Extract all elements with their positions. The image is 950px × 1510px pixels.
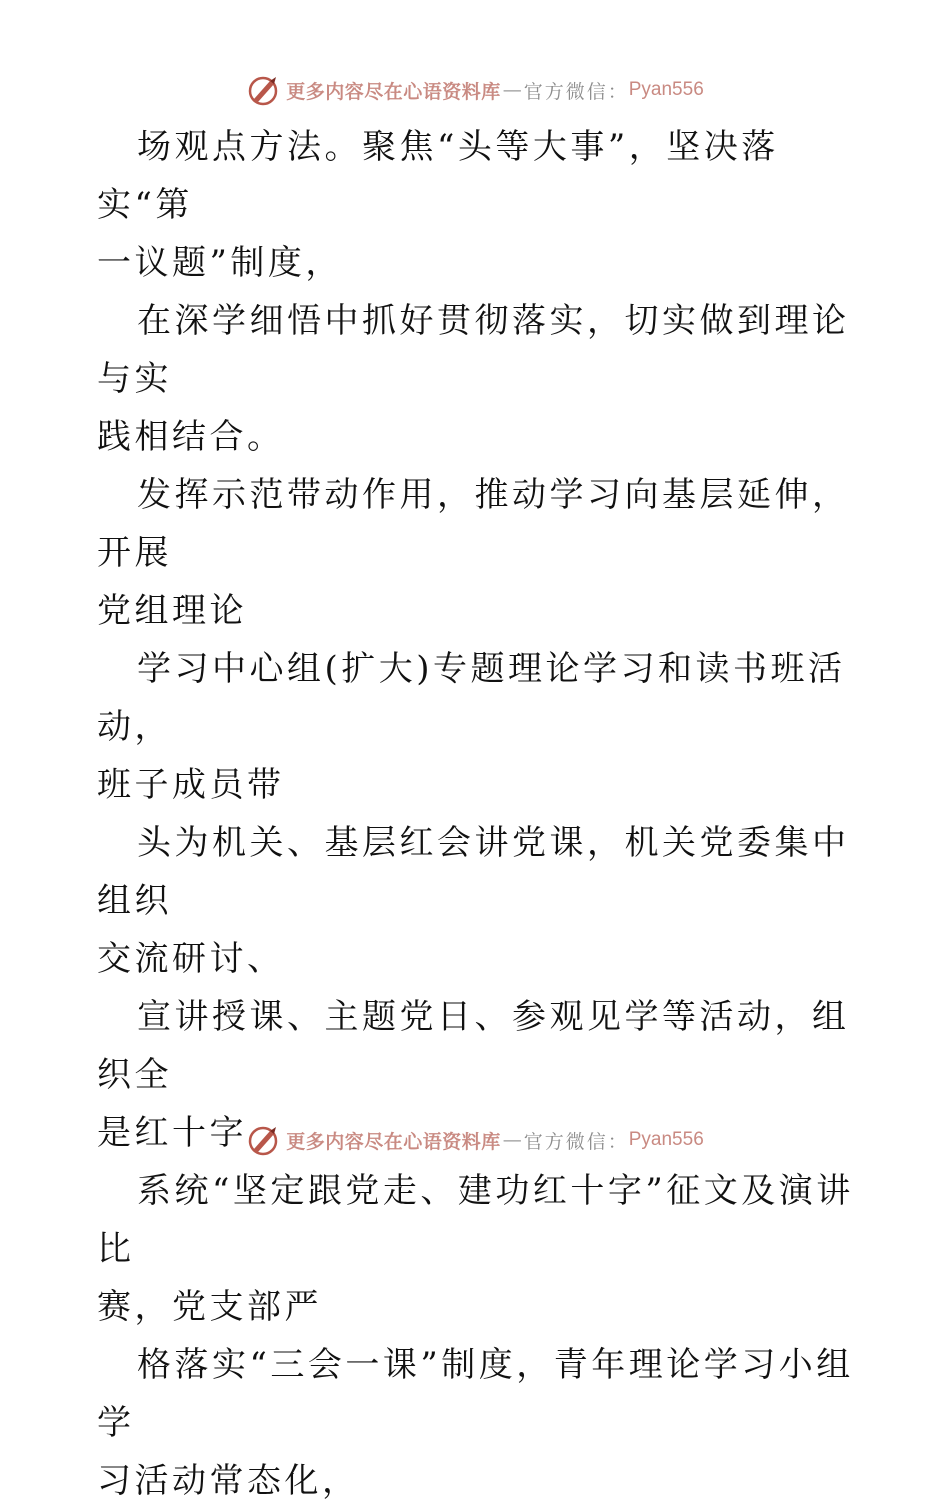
- paragraph: [97, 1162, 857, 1336]
- watermark-id: Pyan556: [628, 1129, 704, 1150]
- paragraph-line: 习活动常态化，: [97, 1461, 360, 1501]
- paragraph-line: 头为机关、基层红会讲党课，机关党委集中组织: [97, 823, 850, 921]
- paragraph-line: 学习中心组(扩大)专题理论学习和读书班活动，: [97, 649, 846, 747]
- paragraph-line: 交流研讨、: [97, 939, 285, 979]
- paragraph: [97, 814, 857, 988]
- watermark-id: Pyan556: [628, 79, 704, 100]
- paragraph-line: 践相结合。: [97, 417, 285, 457]
- paragraph: [97, 292, 857, 466]
- watermark-text: 更多内容尽在心语资料库: [286, 80, 501, 103]
- paragraph-line: 一议题”制度，: [97, 243, 343, 283]
- footer-watermark: [0, 1120, 950, 1160]
- watermark-dash: —: [502, 1129, 522, 1151]
- pen-logo-icon: [246, 1123, 280, 1157]
- paragraph-line: 宣讲授课、主题党日、参观见学等活动，组织全: [97, 997, 850, 1095]
- watermark-text: 更多内容尽在心语资料库: [286, 1130, 501, 1153]
- paragraph-line: 在深学细悟中抓好贯彻落实，切实做到理论与实: [97, 301, 850, 399]
- paragraph-line: 是红十字: [97, 1113, 247, 1153]
- paragraph-line: 党组理论: [97, 591, 247, 631]
- watermark-dash: —: [502, 79, 522, 101]
- header-watermark: [0, 70, 950, 110]
- watermark-official: 官方微信：: [523, 80, 629, 103]
- document-body: [97, 118, 857, 1510]
- pen-logo-icon: [246, 73, 280, 107]
- paragraph-line: 系统“坚定跟党走、建功红十字”征文及演讲比: [97, 1171, 854, 1269]
- paragraph: [97, 118, 857, 292]
- paragraph-line: 场观点方法。聚焦“头等大事”，坚决落实“第: [97, 127, 779, 225]
- watermark-official: 官方微信：: [523, 1130, 629, 1153]
- paragraph: [97, 1336, 857, 1510]
- paragraph-line: 班子成员带: [97, 765, 285, 805]
- paragraph: [97, 640, 857, 814]
- paragraph-line: 赛，党支部严: [97, 1287, 322, 1327]
- paragraph: [97, 466, 857, 640]
- paragraph-line: 格落实“三会一课”制度，青年理论学习小组学: [97, 1345, 854, 1443]
- paragraph-line: 发挥示范带动作用，推动学习向基层延伸，开展: [97, 475, 850, 573]
